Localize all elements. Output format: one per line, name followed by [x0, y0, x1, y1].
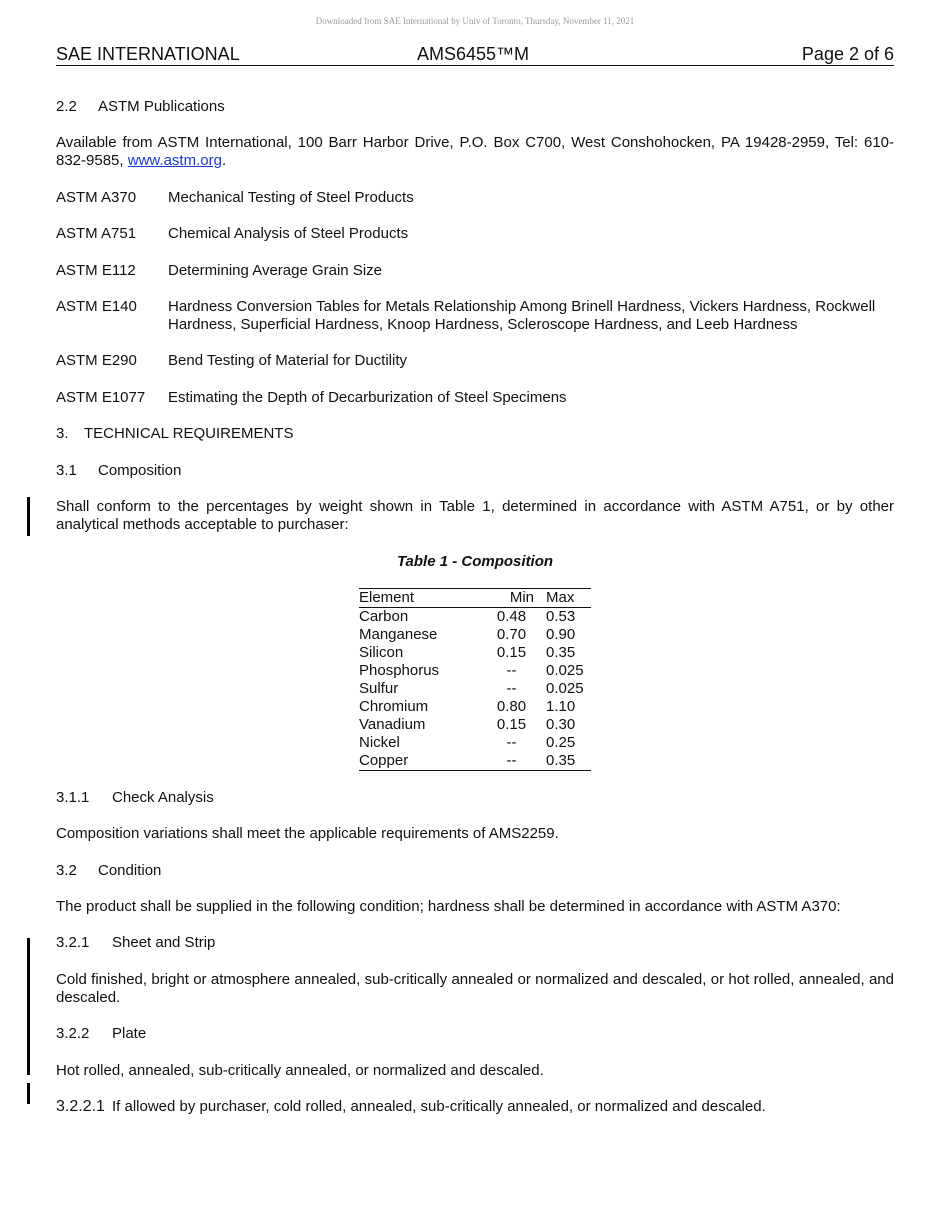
max-cell: 0.25 — [546, 734, 576, 751]
reference-code: ASTM E140 — [56, 298, 137, 315]
reference-title: Estimating the Depth of Decarburization of Steel Specimens — [168, 389, 567, 406]
section-3-2-2-1-number: 3.2.2.1 — [56, 1098, 105, 1115]
reference-code: ASTM A751 — [56, 225, 137, 242]
section-3-1-1-number: 3.1.1 — [56, 789, 90, 806]
max-cell: 1.10 — [546, 698, 576, 715]
revision-change-bar — [27, 938, 30, 1075]
section-3-1-title: Composition — [98, 462, 182, 479]
column-header-max: Max — [534, 589, 591, 608]
table-row — [359, 680, 591, 698]
astm-availability-paragraph: Available from ASTM International, 100 Barr Harbor Drive, P.O. Box C700, West Conshohocken, PA 19428-2959, Tel: 610-832-9585, www.astm.org. — [56, 134, 894, 169]
sheet-strip-paragraph: Cold finished, bright or atmosphere annealed, sub-critically annealed or normalized and descaled, or hot rolled, annealed, and descaled. — [56, 971, 894, 1006]
element-cell: Manganese — [359, 626, 438, 643]
revision-change-bar — [27, 497, 30, 536]
min-cell: 0.48 — [496, 608, 527, 625]
section-3-number: 3. — [56, 425, 69, 442]
section-3-2-2-number: 3.2.2 — [56, 1025, 90, 1042]
section-3-2-1-title: Sheet and Strip — [112, 934, 216, 951]
section-3-1-number: 3.1 — [56, 462, 77, 479]
min-cell: -- — [506, 662, 517, 679]
max-cell: 0.30 — [546, 716, 576, 733]
min-cell: 0.80 — [496, 698, 527, 715]
composition-paragraph: Shall conform to the percentages by weight shown in Table 1, determined in accordance with ASTM A751, or by other analytical methods acceptable to purchaser: — [56, 498, 894, 533]
min-cell: -- — [506, 680, 517, 697]
table-row — [359, 698, 591, 716]
element-cell: Chromium — [359, 698, 429, 715]
max-cell: 0.35 — [546, 644, 576, 661]
reference-code: ASTM E290 — [56, 352, 137, 369]
section-2-2-number: 2.2 — [56, 98, 77, 115]
column-header-element: Element — [359, 589, 489, 608]
table-header-row — [359, 589, 591, 608]
astm-website-link[interactable]: www.astm.org — [127, 152, 222, 169]
min-cell: 0.15 — [496, 716, 527, 733]
check-analysis-paragraph: Composition variations shall meet the applicable requirements of AMS2259. — [56, 825, 559, 842]
revision-change-bar — [27, 1083, 30, 1104]
reference-code: ASTM E1077 — [56, 389, 146, 406]
table-1-caption: Table 1 - Composition — [396, 553, 554, 570]
section-3-2-1-number: 3.2.1 — [56, 934, 90, 951]
max-cell: 0.35 — [546, 752, 576, 769]
max-cell: 0.90 — [546, 626, 576, 643]
min-cell: -- — [506, 752, 517, 769]
section-2-2-title: ASTM Publications — [98, 98, 225, 115]
table-row — [359, 644, 591, 662]
reference-title: Mechanical Testing of Steel Products — [168, 189, 414, 206]
element-cell: Copper — [359, 752, 409, 769]
reference-code: ASTM E112 — [56, 262, 136, 279]
min-cell: -- — [506, 734, 517, 751]
element-cell: Silicon — [359, 644, 404, 661]
table-row — [359, 608, 591, 627]
header-page-number: Page 2 of 6 — [801, 44, 894, 64]
max-cell: 0.025 — [546, 680, 584, 697]
table-row — [359, 734, 591, 752]
section-3-title: TECHNICAL REQUIREMENTS — [84, 425, 294, 442]
section-3-2-title: Condition — [98, 862, 162, 879]
reference-title: Determining Average Grain Size — [168, 262, 382, 279]
section-3-1-1-title: Check Analysis — [112, 789, 214, 806]
table-row — [359, 662, 591, 680]
element-cell: Vanadium — [359, 716, 426, 733]
table-row — [359, 626, 591, 644]
header-doc-number: AMS6455™M — [417, 44, 530, 64]
plate-paragraph: Hot rolled, annealed, sub-critically annealed, or normalized and descaled. — [56, 1062, 544, 1079]
element-cell: Carbon — [359, 608, 409, 625]
composition-table — [359, 588, 591, 771]
page-header — [56, 44, 894, 66]
download-watermark: Downloaded from SAE International by Univ of Toronto, Thursday, November 11, 2021 — [315, 16, 635, 26]
section-3-2-2-1-text: If allowed by purchaser, cold rolled, annealed, sub-critically annealed, or normalized and descaled. — [112, 1098, 766, 1115]
element-cell: Sulfur — [359, 680, 399, 697]
max-cell: 0.025 — [546, 662, 584, 679]
table-row — [359, 716, 591, 734]
max-cell: 0.53 — [546, 608, 576, 625]
table-row — [359, 752, 591, 771]
header-org: SAE INTERNATIONAL — [56, 44, 240, 64]
condition-paragraph: The product shall be supplied in the following condition; hardness shall be determined in accordance with ASTM A370: — [56, 898, 841, 915]
min-cell: 0.15 — [496, 644, 527, 661]
reference-title: Hardness Conversion Tables for Metals Relationship Among Brinell Hardness, Vickers Hardness, Rockwell Hardness, Superficial Hardness, Knoop Hardness, Scleroscope Hardness, and Leeb Hardness — [168, 298, 876, 333]
reference-code: ASTM A370 — [56, 189, 137, 206]
section-3-2-number: 3.2 — [56, 862, 77, 879]
column-header-min: Min — [489, 589, 534, 608]
reference-title: Chemical Analysis of Steel Products — [168, 225, 409, 242]
reference-title: Bend Testing of Material for Ductility — [168, 352, 407, 369]
section-3-2-2-title: Plate — [112, 1025, 147, 1042]
min-cell: 0.70 — [496, 626, 527, 643]
element-cell: Phosphorus — [359, 662, 440, 679]
element-cell: Nickel — [359, 734, 400, 751]
